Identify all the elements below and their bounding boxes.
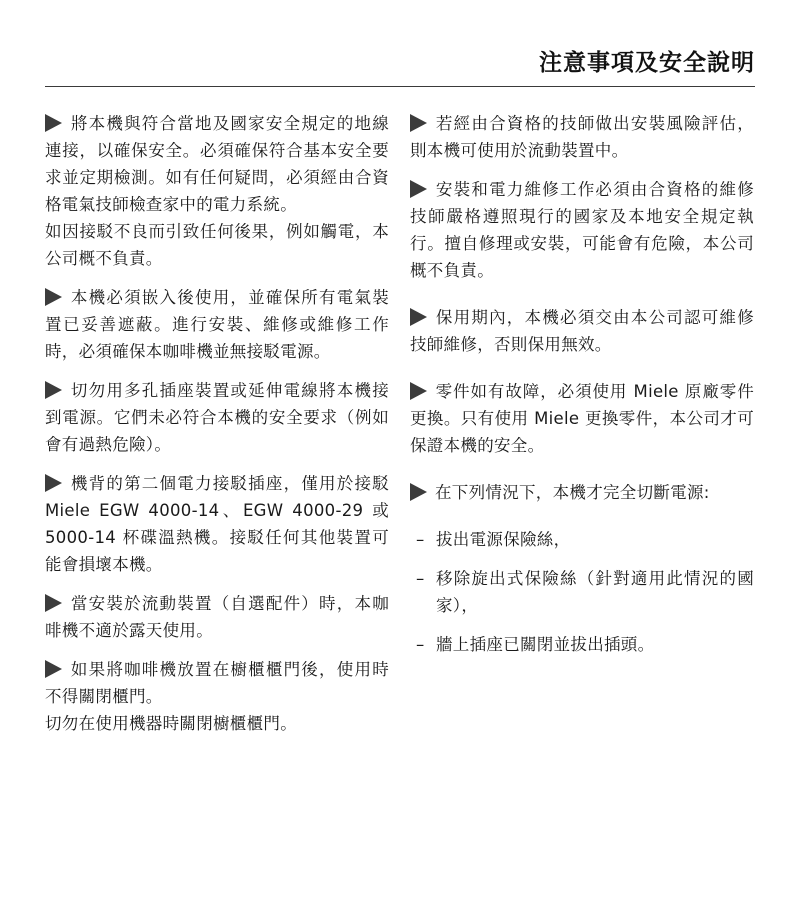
safety-item-earthing bbox=[45, 110, 389, 272]
safety-item-qualified-technician bbox=[410, 176, 754, 284]
safety-item-disconnect bbox=[410, 479, 754, 506]
paragraph: 如果將咖啡機放置在櫥櫃櫃門後，使用時不得關閉櫃門。 bbox=[45, 660, 389, 706]
dash-bullet: – bbox=[416, 569, 425, 588]
paragraph: 本機必須嵌入後使用，並確保所有電氣裝置已妥善遮蔽。進行安裝、維修或維修工作時，必須確保本咖啡機並無接駁電源。 bbox=[45, 288, 389, 361]
paragraph: 保用期內，本機必須交由本公司認可維修技師維修，否則保用無效。 bbox=[410, 308, 754, 354]
bullet-triangle-icon bbox=[410, 114, 427, 132]
bullet-triangle-icon bbox=[410, 483, 427, 501]
page-header bbox=[45, 40, 755, 87]
left-column bbox=[45, 110, 389, 749]
safety-item-risk-assessment bbox=[410, 110, 754, 164]
paragraph: 如因接駁不良而引致任何後果，例如觸電，本公司概不負責。 bbox=[45, 222, 389, 268]
paragraph: 安裝和電力維修工作必須由合資格的維修技師嚴格遵照現行的國家及本地安全規定執行。擅自修理或安裝，可能會有危險，本公司概不負責。 bbox=[410, 180, 754, 280]
safety-item-built-in bbox=[45, 284, 389, 365]
safety-item-multi-socket bbox=[45, 377, 389, 458]
bullet-triangle-icon bbox=[45, 288, 62, 306]
safety-item-mobile-outdoor bbox=[45, 590, 389, 644]
paragraph: 機背的第二個電力接駁插座，僅用於接駁 Miele EGW 4000-14、EGW 4000-29 或 5000-14 杯碟溫熱機。接駁任何其他裝置可能會損壞本機。 bbox=[45, 474, 389, 574]
bullet-triangle-icon bbox=[45, 594, 62, 612]
list-item-text: 拔出電源保險絲， bbox=[436, 530, 571, 549]
list-item bbox=[410, 631, 754, 658]
bullet-triangle-icon bbox=[45, 474, 62, 492]
page-title: 注意事項及安全說明 bbox=[539, 50, 755, 76]
bullet-triangle-icon bbox=[45, 381, 62, 399]
bullet-triangle-icon bbox=[410, 308, 427, 326]
paragraph: 若經由合資格的技師做出安裝風險評估，則本機可使用於流動裝置中。 bbox=[410, 114, 754, 160]
dash-bullet: – bbox=[416, 635, 425, 654]
bullet-triangle-icon bbox=[410, 382, 427, 400]
safety-item-second-socket bbox=[45, 470, 389, 578]
paragraph: 切勿用多孔插座裝置或延伸電線將本機接到電源。它們未必符合本機的安全要求（例如會有過熱危險）。 bbox=[45, 381, 389, 454]
safety-item-warranty bbox=[410, 304, 754, 358]
list-item-text: 移除旋出式保險絲（針對適用此情況的國家）， bbox=[436, 569, 754, 615]
paragraph: 將本機與符合當地及國家安全規定的地線連接，以確保安全。必須確保符合基本安全要求並定期檢測。如有任何疑問，必須經由合資格電氣技師檢查家中的電力系統。 bbox=[45, 114, 389, 214]
list-item bbox=[410, 565, 754, 619]
bullet-triangle-icon bbox=[45, 660, 62, 678]
paragraph: 切勿在使用機器時關閉櫥櫃櫃門。 bbox=[45, 714, 297, 733]
bullet-triangle-icon bbox=[410, 180, 427, 198]
list-item-text: 牆上插座已關閉並拔出插頭。 bbox=[436, 635, 655, 654]
safety-item-spare-parts bbox=[410, 378, 754, 459]
list-item bbox=[410, 526, 754, 553]
right-column bbox=[410, 110, 754, 670]
paragraph: 零件如有故障，必須使用 Miele 原廠零件更換。只有使用 Miele 更換零件，本公司才可保證本機的安全。 bbox=[410, 382, 754, 455]
paragraph: 當安裝於流動裝置（自選配件）時，本咖啡機不適於露天使用。 bbox=[45, 594, 389, 640]
safety-item-cabinet-door bbox=[45, 656, 389, 737]
dash-bullet: – bbox=[416, 530, 425, 549]
bullet-triangle-icon bbox=[45, 114, 62, 132]
paragraph: 在下列情況下，本機才完全切斷電源: bbox=[435, 483, 710, 502]
